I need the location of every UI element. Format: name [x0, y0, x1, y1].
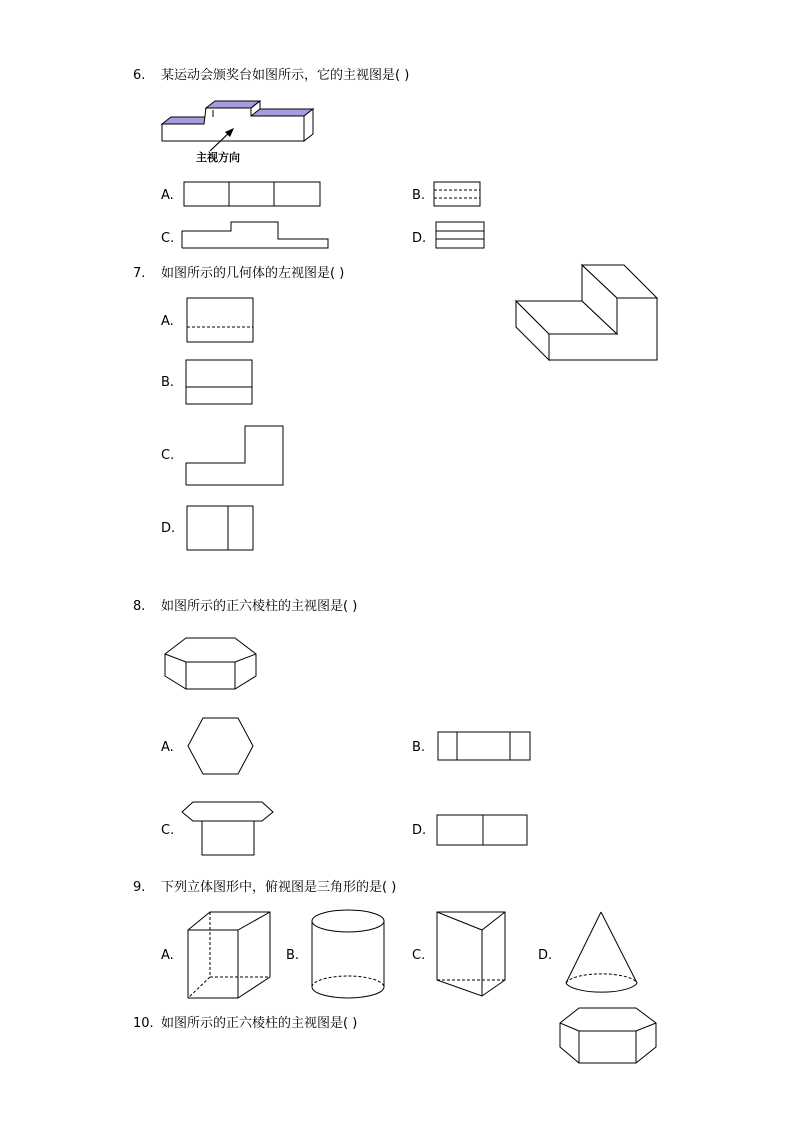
q6-view-direction-label: 主视方向	[196, 151, 240, 164]
q9-option-c-label[interactable]: C.	[412, 948, 426, 963]
q7-solid-figure	[514, 261, 662, 364]
q8-option-b-label[interactable]: B.	[412, 740, 426, 755]
q8-option-a-figure[interactable]	[186, 716, 256, 778]
q7-option-c-figure[interactable]	[185, 425, 287, 489]
q7-number: 7.	[133, 266, 146, 281]
q8-option-c-figure[interactable]	[180, 800, 278, 860]
q9-option-d-label[interactable]: D.	[538, 948, 553, 963]
q6-text: 某运动会颁奖台如图所示，它的主视图是( )	[161, 68, 410, 83]
q6-number: 6.	[133, 68, 146, 83]
q8-hexagonal-prism-figure	[163, 635, 261, 693]
q9-option-b-cylinder-figure[interactable]	[309, 907, 389, 1003]
q8-option-a-label[interactable]: A.	[161, 740, 174, 755]
q6-option-d-figure[interactable]	[435, 221, 487, 251]
q8-option-d-figure[interactable]	[436, 814, 530, 848]
q6-option-c-figure[interactable]	[181, 221, 331, 251]
q8-option-c-label[interactable]: C.	[161, 823, 175, 838]
q6-option-b-figure[interactable]	[433, 181, 483, 209]
q9-option-d-cone-figure[interactable]	[562, 910, 642, 1000]
q6-option-c-label[interactable]: C.	[161, 231, 175, 246]
q9-option-a-label[interactable]: A.	[161, 948, 174, 963]
q7-option-a-label[interactable]: A.	[161, 314, 174, 329]
q10-hexagonal-prism-figure	[558, 1005, 660, 1067]
q7-option-d-label[interactable]: D.	[161, 521, 176, 536]
q9-option-c-prism-figure[interactable]	[435, 910, 509, 1000]
q6-option-a-label[interactable]: A.	[161, 188, 174, 203]
q10-text: 如图所示的正六棱柱的主视图是( )	[161, 1016, 358, 1031]
q8-number: 8.	[133, 599, 146, 614]
q9-text: 下列立体图形中，俯视图是三角形的是( )	[161, 880, 397, 895]
q8-text: 如图所示的正六棱柱的主视图是( )	[161, 599, 358, 614]
q7-option-b-figure[interactable]	[185, 359, 255, 407]
q7-option-c-label[interactable]: C.	[161, 448, 175, 463]
q6-option-b-label[interactable]: B.	[412, 188, 426, 203]
q7-option-a-figure[interactable]	[186, 297, 256, 345]
q7-option-d-figure[interactable]	[186, 505, 256, 553]
q6-option-a-figure[interactable]	[183, 181, 323, 209]
q7-text: 如图所示的几何体的左视图是( )	[161, 266, 345, 281]
q6-option-d-label[interactable]: D.	[412, 231, 427, 246]
q7-option-b-label[interactable]: B.	[161, 375, 175, 390]
q8-option-b-figure[interactable]	[437, 731, 533, 764]
q10-number: 10.	[133, 1016, 154, 1031]
q8-option-d-label[interactable]: D.	[412, 823, 427, 838]
q9-number: 9.	[133, 880, 146, 895]
q9-option-a-cube-figure[interactable]	[186, 910, 274, 1002]
q9-option-b-label[interactable]: B.	[286, 948, 300, 963]
